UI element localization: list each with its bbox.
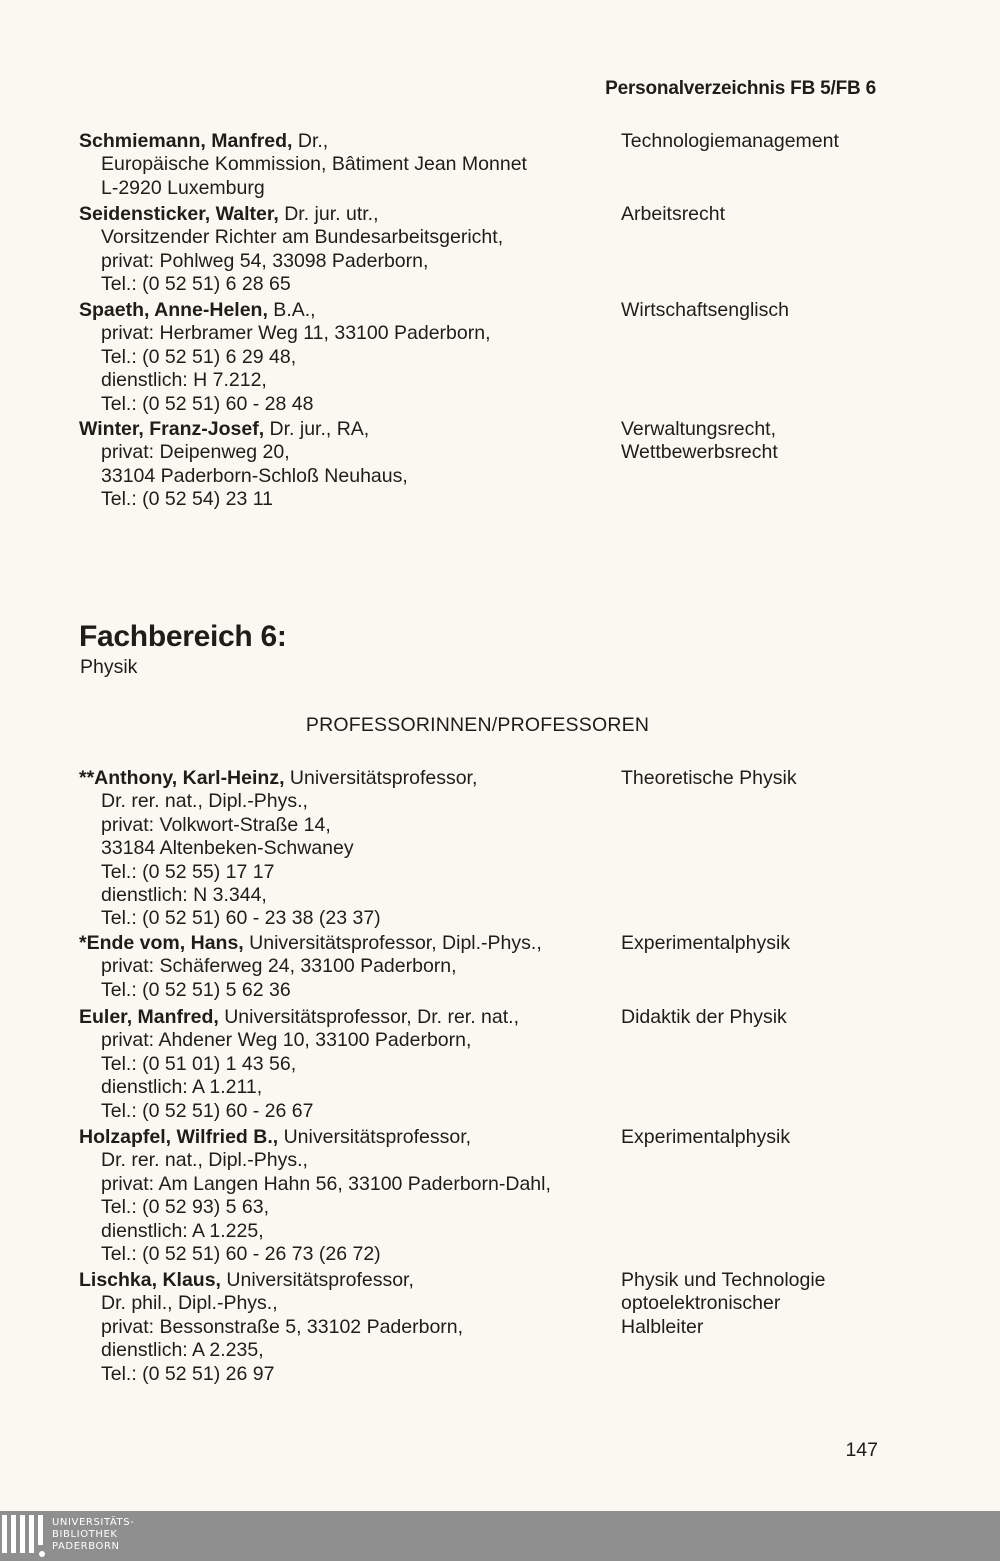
person-name: Schmiemann, Manfred, xyxy=(79,130,293,152)
person-detail-line: Tel.: (0 52 51) 60 - 26 67 xyxy=(101,1099,314,1122)
library-footer xyxy=(0,1511,1000,1561)
person-title: Universitätsprofessor, xyxy=(284,767,478,789)
person-detail-line: Tel.: (0 52 51) 26 97 xyxy=(101,1362,275,1385)
person-name-line xyxy=(79,1126,609,1149)
person-title: Universitätsprofessor, Dipl.-Phys., xyxy=(243,932,542,954)
person-detail-line: dienstlich: H 7.212, xyxy=(101,369,267,392)
person-detail-line: privat: Schäferweg 24, 33100 Paderborn, xyxy=(101,955,457,978)
person-name: **Anthony, Karl-Heinz, xyxy=(79,767,285,789)
subject-area xyxy=(621,932,921,955)
subject-line: Halbleiter xyxy=(621,1315,704,1338)
subject-line: optoelektronischer xyxy=(621,1292,781,1315)
person-details xyxy=(79,418,609,512)
person-detail-line: dienstlich: N 3.344, xyxy=(101,884,267,907)
page-number: 147 xyxy=(845,1439,878,1461)
person-details xyxy=(79,299,609,416)
subject-line: Experimentalphysik xyxy=(621,932,791,954)
person-detail-line: privat: Ahdener Weg 10, 33100 Paderborn, xyxy=(101,1029,472,1052)
person-name-line xyxy=(79,1006,609,1029)
person-name-line xyxy=(79,1269,609,1292)
person-detail-line: Tel.: (0 52 51) 60 - 26 73 (26 72) xyxy=(101,1243,381,1266)
person-name-line xyxy=(79,299,609,322)
person-detail-line: Tel.: (0 52 51) 60 - 28 48 xyxy=(101,392,314,415)
person-name: Spaeth, Anne-Helen, xyxy=(79,299,268,321)
person-detail-line: Tel.: (0 52 54) 23 11 xyxy=(101,488,273,511)
logo-line: UNIVERSITÄTS- xyxy=(52,1517,135,1528)
person-detail-line: privat: Volkwort-Straße 14, xyxy=(101,813,331,836)
subject-area xyxy=(621,203,921,226)
person-detail-line: Tel.: (0 52 51) 6 28 65 xyxy=(101,273,291,296)
person-detail-line: dienstlich: A 2.235, xyxy=(101,1339,264,1362)
group-heading: PROFESSORINNEN/PROFESSOREN xyxy=(305,714,650,736)
person-detail-line: 33184 Altenbeken-Schwaney xyxy=(101,837,354,860)
person-detail-line: Tel.: (0 51 01) 1 43 56, xyxy=(101,1052,297,1075)
person-name: Euler, Manfred, xyxy=(79,1006,219,1028)
person-name-line xyxy=(79,130,609,153)
person-details xyxy=(79,932,609,1002)
person-detail-line: Tel.: (0 52 55) 17 17 xyxy=(101,860,275,883)
library-logo-text xyxy=(52,1517,134,1553)
person-title: B.A., xyxy=(267,299,316,321)
person-details xyxy=(79,1269,609,1386)
person-name: Winter, Franz-Josef, xyxy=(79,418,265,440)
person-detail-line: 33104 Paderborn-Schloß Neuhaus, xyxy=(101,464,408,487)
person-detail-line: Tel.: (0 52 51) 60 - 23 38 (23 37) xyxy=(101,907,381,930)
person-title: Dr. jur. utr., xyxy=(278,203,379,225)
person-name: *Ende vom, Hans, xyxy=(79,932,244,954)
library-logo-icon xyxy=(2,1515,46,1559)
subject-line: Didaktik der Physik xyxy=(621,1006,787,1028)
person-detail-line: privat: Pohlweg 54, 33098 Paderborn, xyxy=(101,249,429,272)
subject-line: Arbeitsrecht xyxy=(621,203,726,225)
running-head: Personalverzeichnis FB 5/FB 6 xyxy=(605,78,876,99)
person-detail-line: Tel.: (0 52 51) 5 62 36 xyxy=(101,978,291,1001)
person-detail-line: privat: Herbramer Weg 11, 33100 Paderborn, xyxy=(101,322,491,345)
subject-line: Verwaltungsrecht, xyxy=(621,418,777,440)
person-title: Universitätsprofessor, xyxy=(278,1126,472,1148)
person-detail-line: privat: Bessonstraße 5, 33102 Paderborn, xyxy=(101,1315,464,1338)
section-subtitle: Physik xyxy=(80,656,138,678)
person-detail-line: privat: Deipenweg 20, xyxy=(101,441,290,464)
subject-area xyxy=(621,418,921,465)
person-details xyxy=(79,130,609,200)
person-detail-line: Dr. rer. nat., Dipl.-Phys., xyxy=(101,1149,308,1172)
logo-line: BIBLIOTHEK xyxy=(52,1529,118,1540)
person-title: Universitätsprofessor, xyxy=(220,1269,414,1291)
subject-line: Experimentalphysik xyxy=(621,1126,791,1148)
section-title: Fachbereich 6: xyxy=(79,620,287,653)
person-detail-line: Dr. rer. nat., Dipl.-Phys., xyxy=(101,790,308,813)
person-name-line xyxy=(79,418,609,441)
person-name: Holzapfel, Wilfried B., xyxy=(79,1126,279,1148)
person-name: Seidensticker, Walter, xyxy=(79,203,279,225)
subject-line: Technologiemanagement xyxy=(621,130,839,152)
person-details xyxy=(79,203,609,297)
subject-area xyxy=(621,299,921,322)
person-detail-line: dienstlich: A 1.225, xyxy=(101,1219,264,1242)
person-details xyxy=(79,767,609,931)
person-name-line xyxy=(79,203,609,226)
person-detail-line: dienstlich: A 1.211, xyxy=(101,1076,263,1099)
subject-line: Wettbewerbsrecht xyxy=(621,441,778,464)
person-details xyxy=(79,1006,609,1123)
person-title: Dr., xyxy=(292,130,329,152)
person-title: Dr. jur., RA, xyxy=(264,418,370,440)
subject-area xyxy=(621,130,921,153)
logo-line: PADERBORN xyxy=(52,1541,120,1552)
person-detail-line: Vorsitzender Richter am Bundesarbeitsgericht, xyxy=(101,226,504,249)
person-name: Lischka, Klaus, xyxy=(79,1269,221,1291)
person-detail-line: privat: Am Langen Hahn 56, 33100 Paderborn-Dahl, xyxy=(101,1172,551,1195)
person-detail-line: Tel.: (0 52 93) 5 63, xyxy=(101,1196,270,1219)
subject-line: Wirtschaftsenglisch xyxy=(621,299,789,321)
person-name-line xyxy=(79,932,609,955)
person-detail-line: Dr. phil., Dipl.-Phys., xyxy=(101,1292,278,1315)
subject-line: Theoretische Physik xyxy=(621,767,797,789)
person-detail-line: Tel.: (0 52 51) 6 29 48, xyxy=(101,345,297,368)
subject-area xyxy=(621,1126,921,1149)
person-name-line xyxy=(79,767,609,790)
subject-area xyxy=(621,767,921,790)
person-details xyxy=(79,1126,609,1266)
person-detail-line: Europäische Kommission, Bâtiment Jean Monnet xyxy=(101,153,527,176)
subject-line: Physik und Technologie xyxy=(621,1269,826,1291)
person-title: Universitätsprofessor, Dr. rer. nat., xyxy=(218,1006,519,1028)
subject-area xyxy=(621,1269,921,1339)
person-detail-line: L-2920 Luxemburg xyxy=(101,176,265,199)
subject-area xyxy=(621,1006,921,1029)
